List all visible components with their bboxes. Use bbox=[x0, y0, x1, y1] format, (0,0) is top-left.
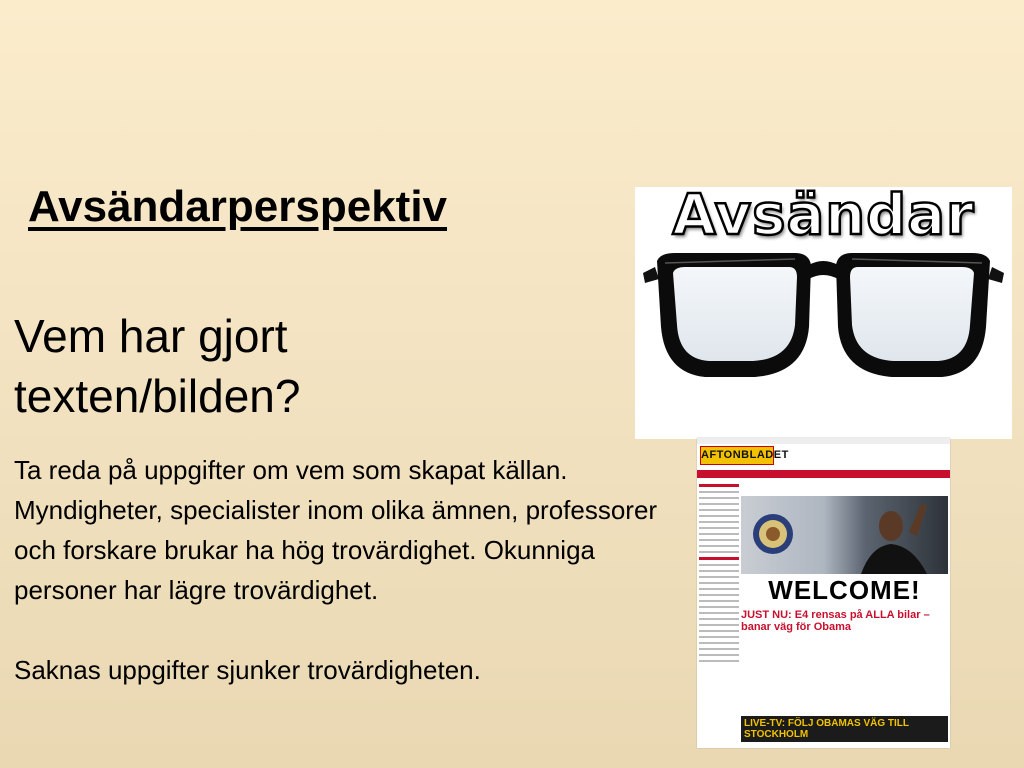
newspaper-photo bbox=[741, 496, 948, 574]
glasses-picture bbox=[635, 187, 1012, 439]
question-line-2: texten/bilden? bbox=[14, 370, 301, 422]
body-paragraph-2: Saknas uppgifter sjunker trovärdigheten. bbox=[14, 655, 481, 685]
slide-question bbox=[14, 306, 574, 426]
newspaper-picture bbox=[697, 438, 950, 748]
newspaper-just-nu: JUST NU: E4 rensas på ALLA bilar – banar väg för Obama bbox=[741, 609, 930, 633]
glasses-caption: Avsändar bbox=[672, 187, 975, 248]
newspaper-masthead: AFTONBLADET bbox=[700, 446, 774, 465]
slide-title: Avsändarperspektiv bbox=[28, 182, 448, 231]
newspaper-nav bbox=[697, 470, 950, 478]
newspaper-sidebar bbox=[699, 480, 739, 748]
newspaper-live-banner: LIVE-TV: FÖLJ OBAMAS VÄG TILL STOCKHOLM bbox=[741, 716, 948, 742]
newspaper-headline: WELCOME! bbox=[768, 575, 921, 605]
glasses-icon bbox=[635, 187, 1012, 439]
slide-body bbox=[14, 450, 674, 690]
question-line-1: Vem har gjort bbox=[14, 310, 288, 362]
body-paragraph-1: Ta reda på uppgifter om vem som skapat källan. Myndigheter, specialister inom olika ämnen, professorer och forskare brukar ha hög trovärdighet. Okunniga personer har lägre trovärdighet. bbox=[14, 455, 658, 605]
